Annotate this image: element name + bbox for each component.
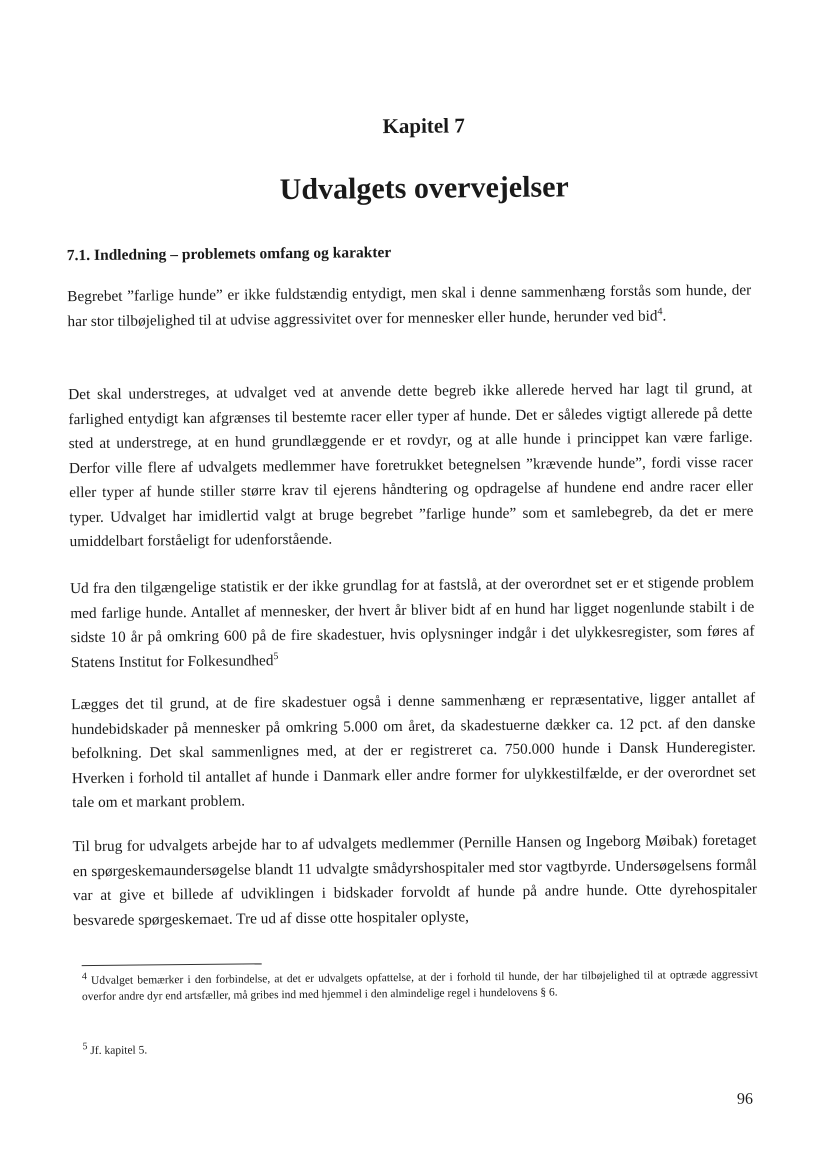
paragraph-2: Det skal understreges, at udvalget ved at anvende dette begreb ikke allerede herved har lagt til grund, at farlighed entydigt kan afgrænses til bestemte racer eller typer af hunde. Det er således vigtigt allerede på dette sted at understrege, at en hund grundlæggende er et rovdyr, og at alle hunde i princippet kan være farlige. Derfor ville flere af udvalgets medlemmer have foretrukket betegnelsen ”krævende hunde”, fordi visse racer eller typer af hunde stiller større krav til ejerens håndtering og opdragelse af hundene end andre racer eller typer. Udvalget har imidlertid valgt at bruge begrebet ”farlige hunde” som et samlebegreb, da det er mere umiddelbart forståeligt for udenforstående. bbox=[68, 379, 754, 551]
footnote-ref-5: 5 bbox=[273, 650, 279, 662]
footnote-4-text: Udvalget bemærker i den forbindelse, at det er udvalgets opfattelse, at der i forhold til hunde, der har tilbøjelighed til at optræde aggressivt overfor andre dyr end artsfæller, må gribes ind med hjemmel i den almindelige regel i hundelovens § 6. bbox=[81, 968, 758, 1004]
paragraph-3-text: Ud fra den tilgængelige statistik er der ikke grundlag for at fastslå, at der overordnet set er et stigende problem med farlige hunde. Antallet af mennesker, der hvert år bliver bidt af en hund har ligget nogenlunde stabilt i de sidste 10 år på omkring 600 på de fire skadestuer, hvis oplysninger indgår i det ulykkesregister, som føres af Statens Institut for Folkesundhed bbox=[69, 573, 755, 671]
footnote-divider bbox=[82, 963, 262, 966]
footnote-4-mark: 4 bbox=[81, 971, 87, 983]
paragraph-1-end: . bbox=[662, 306, 667, 324]
footnote-5 bbox=[82, 1037, 758, 1059]
paragraph-5: Til brug for udvalgets arbejde har to af udvalgets medlemmer (Pernille Hansen og Ingeborg Møibak) foretaget en spørgeskemaundersøgelse blandt 11 udvalgte smådyrshospitaler med stor vagtbyrde. Undersøgelsens formål var at give et billede af udviklingen i bidskader forvoldt af hunde på andre hunde. Otte dyrehospitaler besvarede spørgeskemaet. Tre ud af disse otte hospitaler oplyste, bbox=[72, 831, 758, 929]
section-heading: 7.1. Indledning – problemets omfang og karakter bbox=[66, 244, 392, 265]
footnote-5-text: Jf. kapitel 5. bbox=[90, 1044, 148, 1057]
paragraph-1-text: Begrebet ”farlige hunde” er ikke fuldstændig entydigt, men skal i denne sammenhæng forstås som hunde, der har stor tilbøjelighed til at udvise aggressivitet over for mennesker eller hunde, herunder ved bid bbox=[67, 281, 752, 330]
chapter-title: Udvalgets overvejelser bbox=[279, 170, 569, 207]
footnote-5-mark: 5 bbox=[82, 1041, 88, 1053]
page-number: 96 bbox=[736, 1090, 754, 1108]
paragraph-1 bbox=[67, 279, 751, 335]
paragraph-3 bbox=[70, 571, 755, 676]
footnote-4 bbox=[82, 967, 758, 1005]
paragraph-4: Lægges det til grund, at de fire skadestuer også i denne sammenhæng er repræsentative, ligger antallet af hundebidskader på mennesker på omkring 5.000 om året, da skadestuerne dækker ca. 12 pct. af den danske befolkning. Det skal sammenlignes med, at der er registreret ca. 750.000 hunde i Dansk Hunderegister. Hverken i forhold til antallet af hunde i Danmark eller andre former for ulykkestilfælde, er der overordnet set tale om et markant problem. bbox=[71, 689, 756, 812]
chapter-label: Kapitel 7 bbox=[382, 113, 465, 139]
footnote-ref-4: 4 bbox=[657, 305, 663, 317]
